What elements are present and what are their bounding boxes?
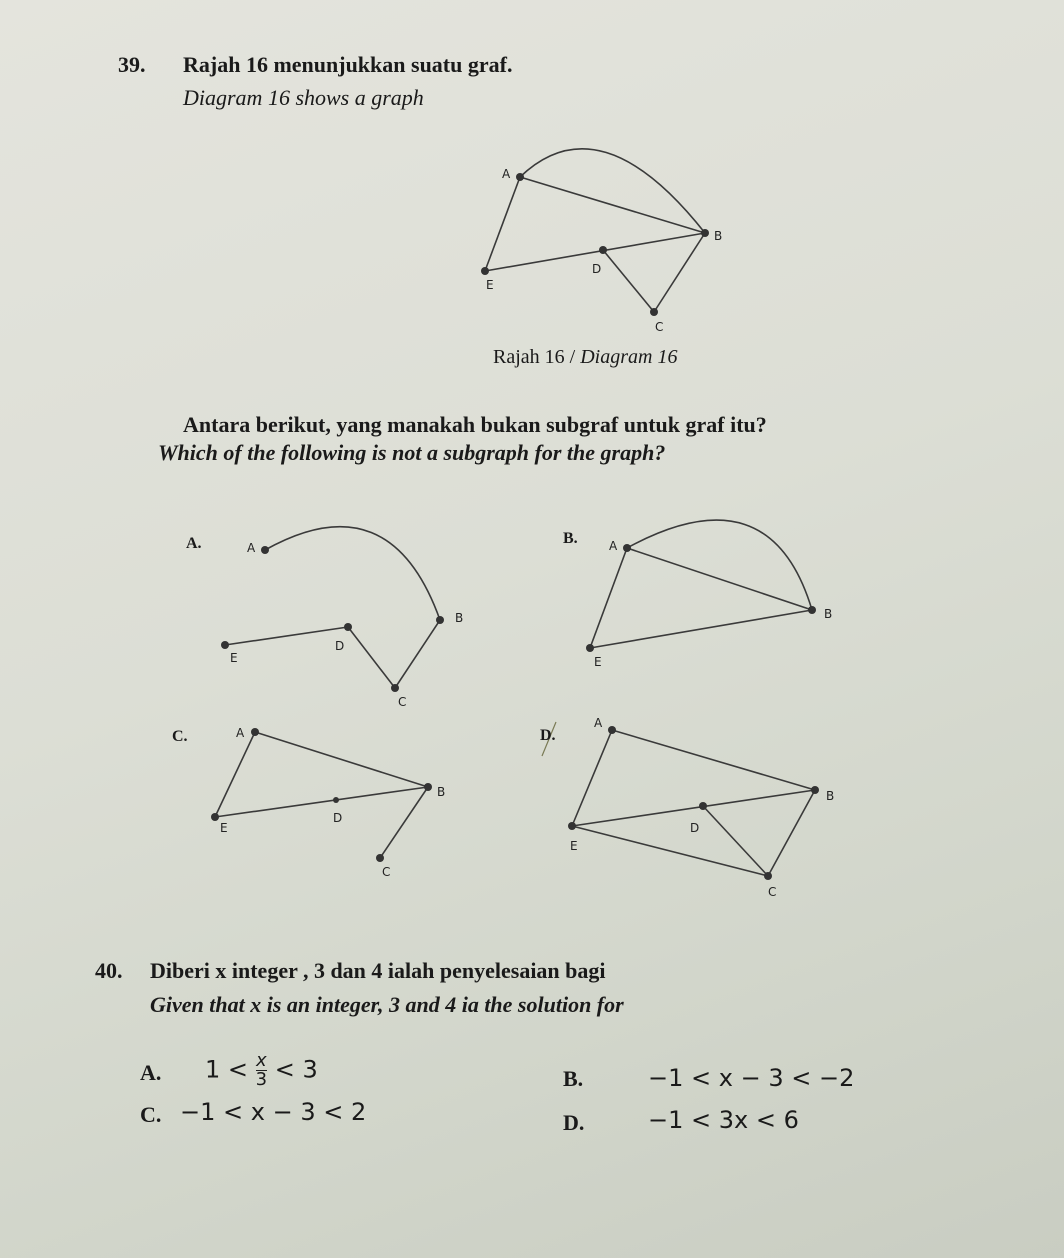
svg-text:C: C [768, 885, 777, 899]
q39-question-en: Which of the following is not a subgraph for the graph? [158, 440, 666, 465]
main-graph [481, 149, 722, 334]
svg-text:E: E [570, 839, 578, 853]
svg-text:B: B [437, 785, 446, 799]
q40-option-a-expr[interactable]: 1 < $\frac{x}{3}$ < 3 [205, 1050, 318, 1090]
svg-text:B: B [714, 229, 723, 243]
svg-text:A: A [594, 716, 603, 730]
option-c-graph [211, 726, 445, 879]
svg-text:C: C [382, 865, 391, 879]
q39-option-a[interactable]: A. [186, 535, 202, 552]
q40-option-c-expr[interactable]: −1 < x − 3 < 2 [180, 1098, 367, 1126]
svg-text:B: B [824, 607, 833, 621]
svg-text:D: D [335, 639, 345, 653]
svg-text:A: A [247, 541, 256, 555]
q39-question-ms: Antara berikut, yang manakah bukan subgraf untuk graf itu? [183, 412, 767, 437]
svg-text:E: E [230, 651, 238, 665]
svg-text:C: C [398, 695, 407, 709]
q40-number: 40. [95, 958, 123, 983]
svg-text:B: B [826, 789, 835, 803]
svg-text:C: C [655, 320, 664, 334]
diagram-caption: Rajah 16 / Diagram 16 [493, 346, 678, 368]
svg-text:E: E [220, 821, 228, 835]
q39-option-d[interactable]: D. [540, 727, 556, 744]
svg-text:E: E [594, 655, 602, 669]
option-b-graph [586, 520, 832, 669]
q39-option-b[interactable]: B. [563, 530, 578, 547]
option-d-graph [568, 716, 834, 899]
svg-text:D: D [690, 821, 700, 835]
q39-option-c[interactable]: C. [172, 728, 188, 745]
q40-option-c-label[interactable]: C. [140, 1102, 162, 1127]
q40-option-a-label[interactable]: A. [140, 1060, 162, 1085]
q40-option-b-label[interactable]: B. [563, 1066, 584, 1091]
q40-option-b-expr[interactable]: −1 < x − 3 < −2 [648, 1064, 855, 1092]
svg-text:A: A [502, 167, 511, 181]
svg-text:D: D [592, 262, 602, 276]
svg-text:D: D [333, 811, 343, 825]
q40-text-en: Given that x is an integer, 3 and 4 ia the solution for [150, 992, 624, 1017]
svg-text:E: E [486, 278, 494, 292]
q39-number: 39. [118, 52, 146, 77]
q39-text-en: Diagram 16 shows a graph [183, 85, 424, 110]
q40-text-ms: Diberi x integer , 3 dan 4 ialah penyelesaian bagi [150, 958, 606, 983]
option-a-graph [221, 527, 463, 709]
svg-text:B: B [455, 611, 464, 625]
q39-text-ms: Rajah 16 menunjukkan suatu graf. [183, 52, 513, 77]
svg-text:A: A [609, 539, 618, 553]
q40-option-d-expr[interactable]: −1 < 3x < 6 [648, 1106, 799, 1134]
q40-option-d-label[interactable]: D. [563, 1110, 585, 1135]
svg-text:A: A [236, 726, 245, 740]
